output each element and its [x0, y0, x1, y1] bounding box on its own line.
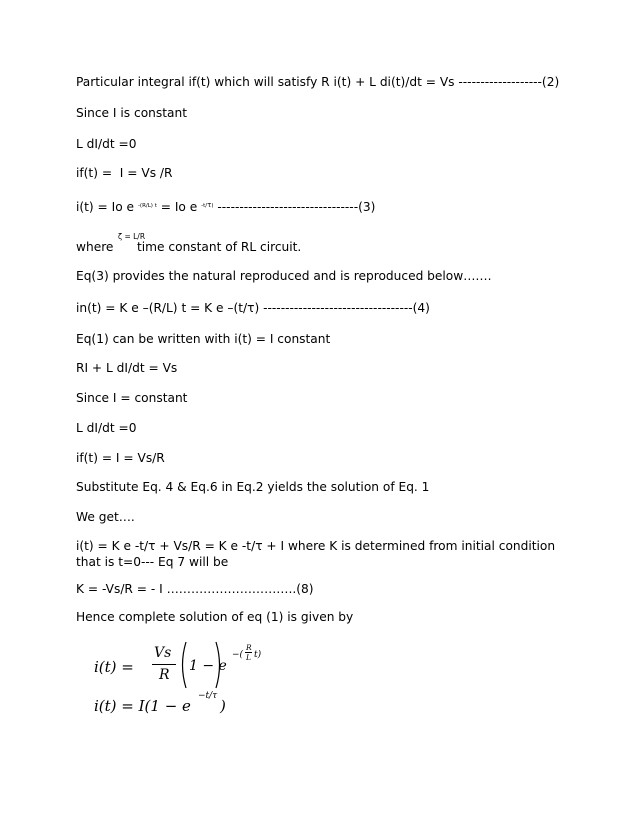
ri-ldi-line: RI + L dI/dt = Vs [76, 361, 178, 375]
eq3-exponent-rl: -(R/L) t [137, 203, 157, 209]
eq1-constant-line: Eq(1) can be written with i(t) = I constant [76, 332, 331, 346]
solution-paragraph: i(t) = K e -t/τ + Vs/R = K e -t/τ + I where K is determined from initial condition that is t=0--- Eq 7 will be [76, 539, 556, 569]
if-equals-i-line: if(t) = I = Vs/R [76, 451, 165, 465]
eq2-close: ) [220, 697, 226, 715]
eq1-fraction-bar [152, 664, 176, 665]
eq1-one-minus-e: 1 − e [189, 658, 227, 674]
eq1-denominator: R [159, 667, 170, 683]
eq1-numerator: Vs [154, 645, 172, 661]
eq3-dashes: --------------------------------(3) [213, 200, 376, 214]
eq1-exp-l: L [246, 653, 251, 662]
eq1-exp-t: t) [254, 650, 262, 660]
equation-4-line: in(t) = K e –(R/L) t = K e –(t/τ) ----------------------------------(4) [76, 301, 430, 315]
eq3-exponent-tau: τ [207, 201, 212, 209]
eq3-exponent-t: -t/ [201, 203, 208, 209]
equation-8-line: K = -Vs/R = - I …………………………..(8) [76, 582, 314, 596]
we-get-line: We get…. [76, 510, 135, 524]
eq3-exponent-close: ) [211, 203, 214, 209]
equation-3-line [76, 200, 375, 218]
since-constant-line: Since I is constant [76, 106, 187, 120]
particular-integral-line: Particular integral if(t) which will satisfy R i(t) + L di(t)/dt = Vs -------------------(2) [76, 75, 560, 89]
ldi-dt-zero-line-2: L dI/dt =0 [76, 421, 137, 435]
eq2-main: i(t) = I(1 − e [94, 697, 191, 715]
time-constant-text: time constant of RL circuit. [137, 240, 302, 254]
zeta-formula: ζ = L/R [118, 232, 146, 241]
eq3-part-a: i(t) = Io e [76, 200, 138, 214]
if-equals-vs-r-line: if(t) = I = Vs /R [76, 166, 173, 180]
eq1-exp-minus: −( [232, 650, 244, 660]
eq3-part-c: = Io e [156, 200, 202, 214]
complete-solution-line: Hence complete solution of eq (1) is given by [76, 610, 354, 624]
substitute-line: Substitute Eq. 4 & Eq.6 in Eq.2 yields the solution of Eq. 1 [76, 480, 430, 494]
eq1-exp-r: R [246, 643, 252, 652]
eq1-lhs: i(t) = [94, 658, 134, 676]
eq3-natural-line: Eq(3) provides the natural reproduced and is reproduced below……. [76, 269, 492, 283]
where-label: where [76, 240, 114, 254]
ldi-dt-zero-line: L dI/dt =0 [76, 137, 137, 151]
eq2-exponent: −t/τ [198, 691, 218, 701]
since-i-constant-line: Since I = constant [76, 391, 188, 405]
